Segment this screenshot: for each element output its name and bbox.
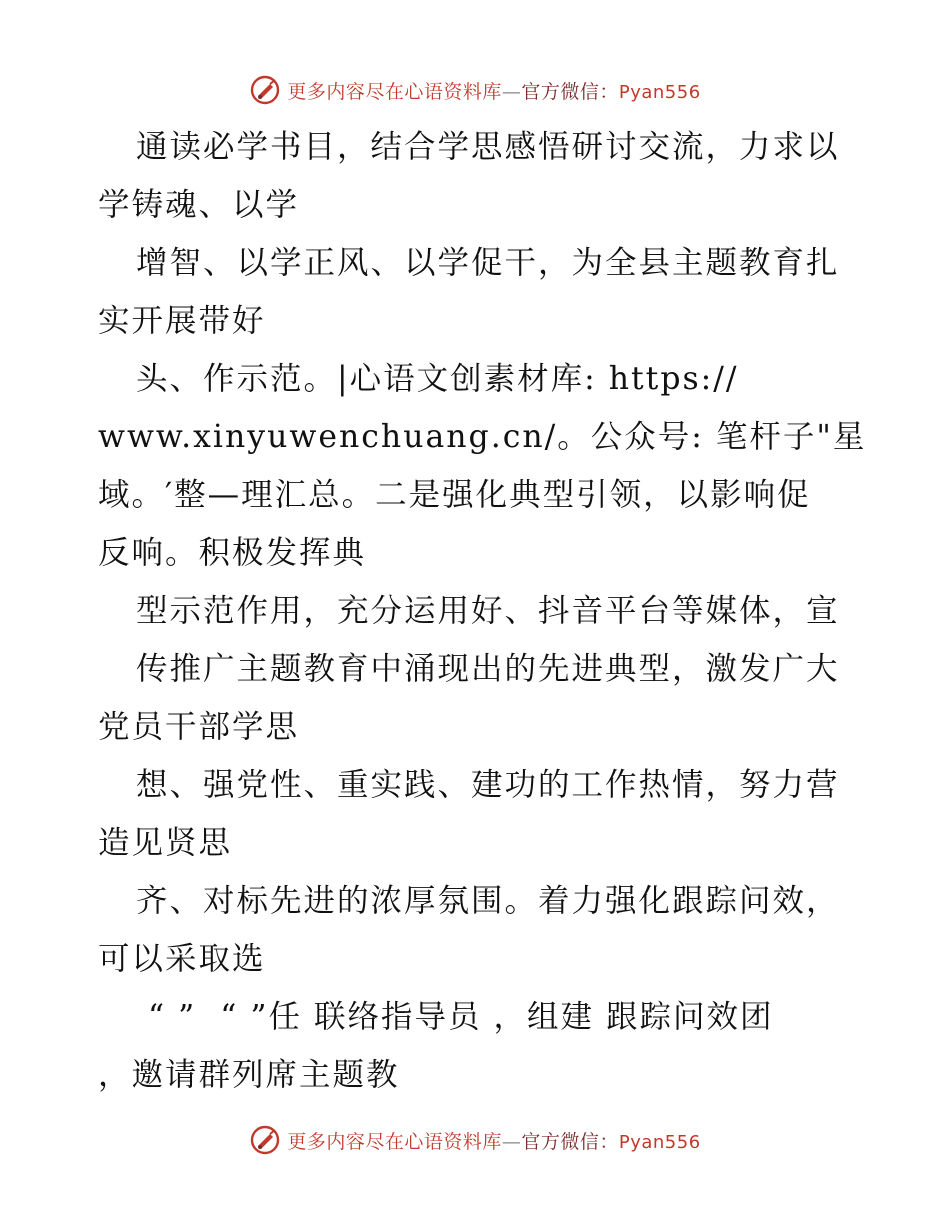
watermark-text <box>287 1127 700 1154</box>
watermark-right-text: 官方微信： <box>521 80 619 103</box>
body-line: 头、作示范。|心语文创素材库: https:// <box>136 361 739 397</box>
body-line: www.xinyuwenchuang.cn/。公众号: 笔杆子"星 <box>98 419 867 455</box>
body-line: 增智、以学正风、以学促干，为全县主题教育扎 <box>136 245 840 281</box>
body-line: 想、强党性、重实践、建功的工作热情，努力营 <box>136 767 840 803</box>
quill-seal-icon <box>249 74 281 106</box>
body-line: 实开展带好 <box>98 303 266 339</box>
watermark-wechat-id: Pyan556 <box>618 1131 701 1153</box>
watermark-right-text: 官方微信： <box>521 1130 619 1153</box>
body-line: 传推广主题教育中涌现出的先进典型，激发广大 <box>136 651 840 687</box>
body-line: 域。′整—理汇总。二是强化典型引领，以影响促 <box>98 477 811 513</box>
watermark-left-text: 更多内容尽在心语资料库 <box>287 80 502 103</box>
watermark-left-text: 更多内容尽在心语资料库 <box>287 1130 502 1153</box>
watermark-dash: — <box>501 1130 522 1153</box>
body-line: 党员干部学思 <box>98 709 300 745</box>
body-line: 通读必学书目，结合学思感悟研讨交流，力求以 <box>136 129 840 165</box>
watermark-text <box>287 77 700 104</box>
body-line: “ ” “ ”任 联络指导员 ，组建 跟踪问效团 <box>136 999 774 1035</box>
body-line: 反响。积极发挥典 <box>98 535 367 571</box>
body-line: 齐、对标先进的浓厚氛围。着力强化跟踪问效， <box>136 883 840 919</box>
header-watermark <box>0 70 950 110</box>
body-line: ，邀请群列席主题教 <box>98 1057 400 1093</box>
body-line: 学铸魂、以学 <box>98 187 300 223</box>
body-line: 型示范作用，充分运用好、抖音平台等媒体，宣 <box>136 593 840 629</box>
footer-watermark-inner <box>249 1124 700 1156</box>
body-line: 造见贤思 <box>98 825 233 861</box>
body-line: 可以采取选 <box>98 941 266 977</box>
header-watermark-inner <box>249 74 700 106</box>
quill-seal-icon <box>249 1124 281 1156</box>
document-body <box>98 118 867 1104</box>
watermark-dash: — <box>501 80 522 103</box>
footer-watermark <box>0 1120 950 1160</box>
watermark-wechat-id: Pyan556 <box>618 81 701 103</box>
